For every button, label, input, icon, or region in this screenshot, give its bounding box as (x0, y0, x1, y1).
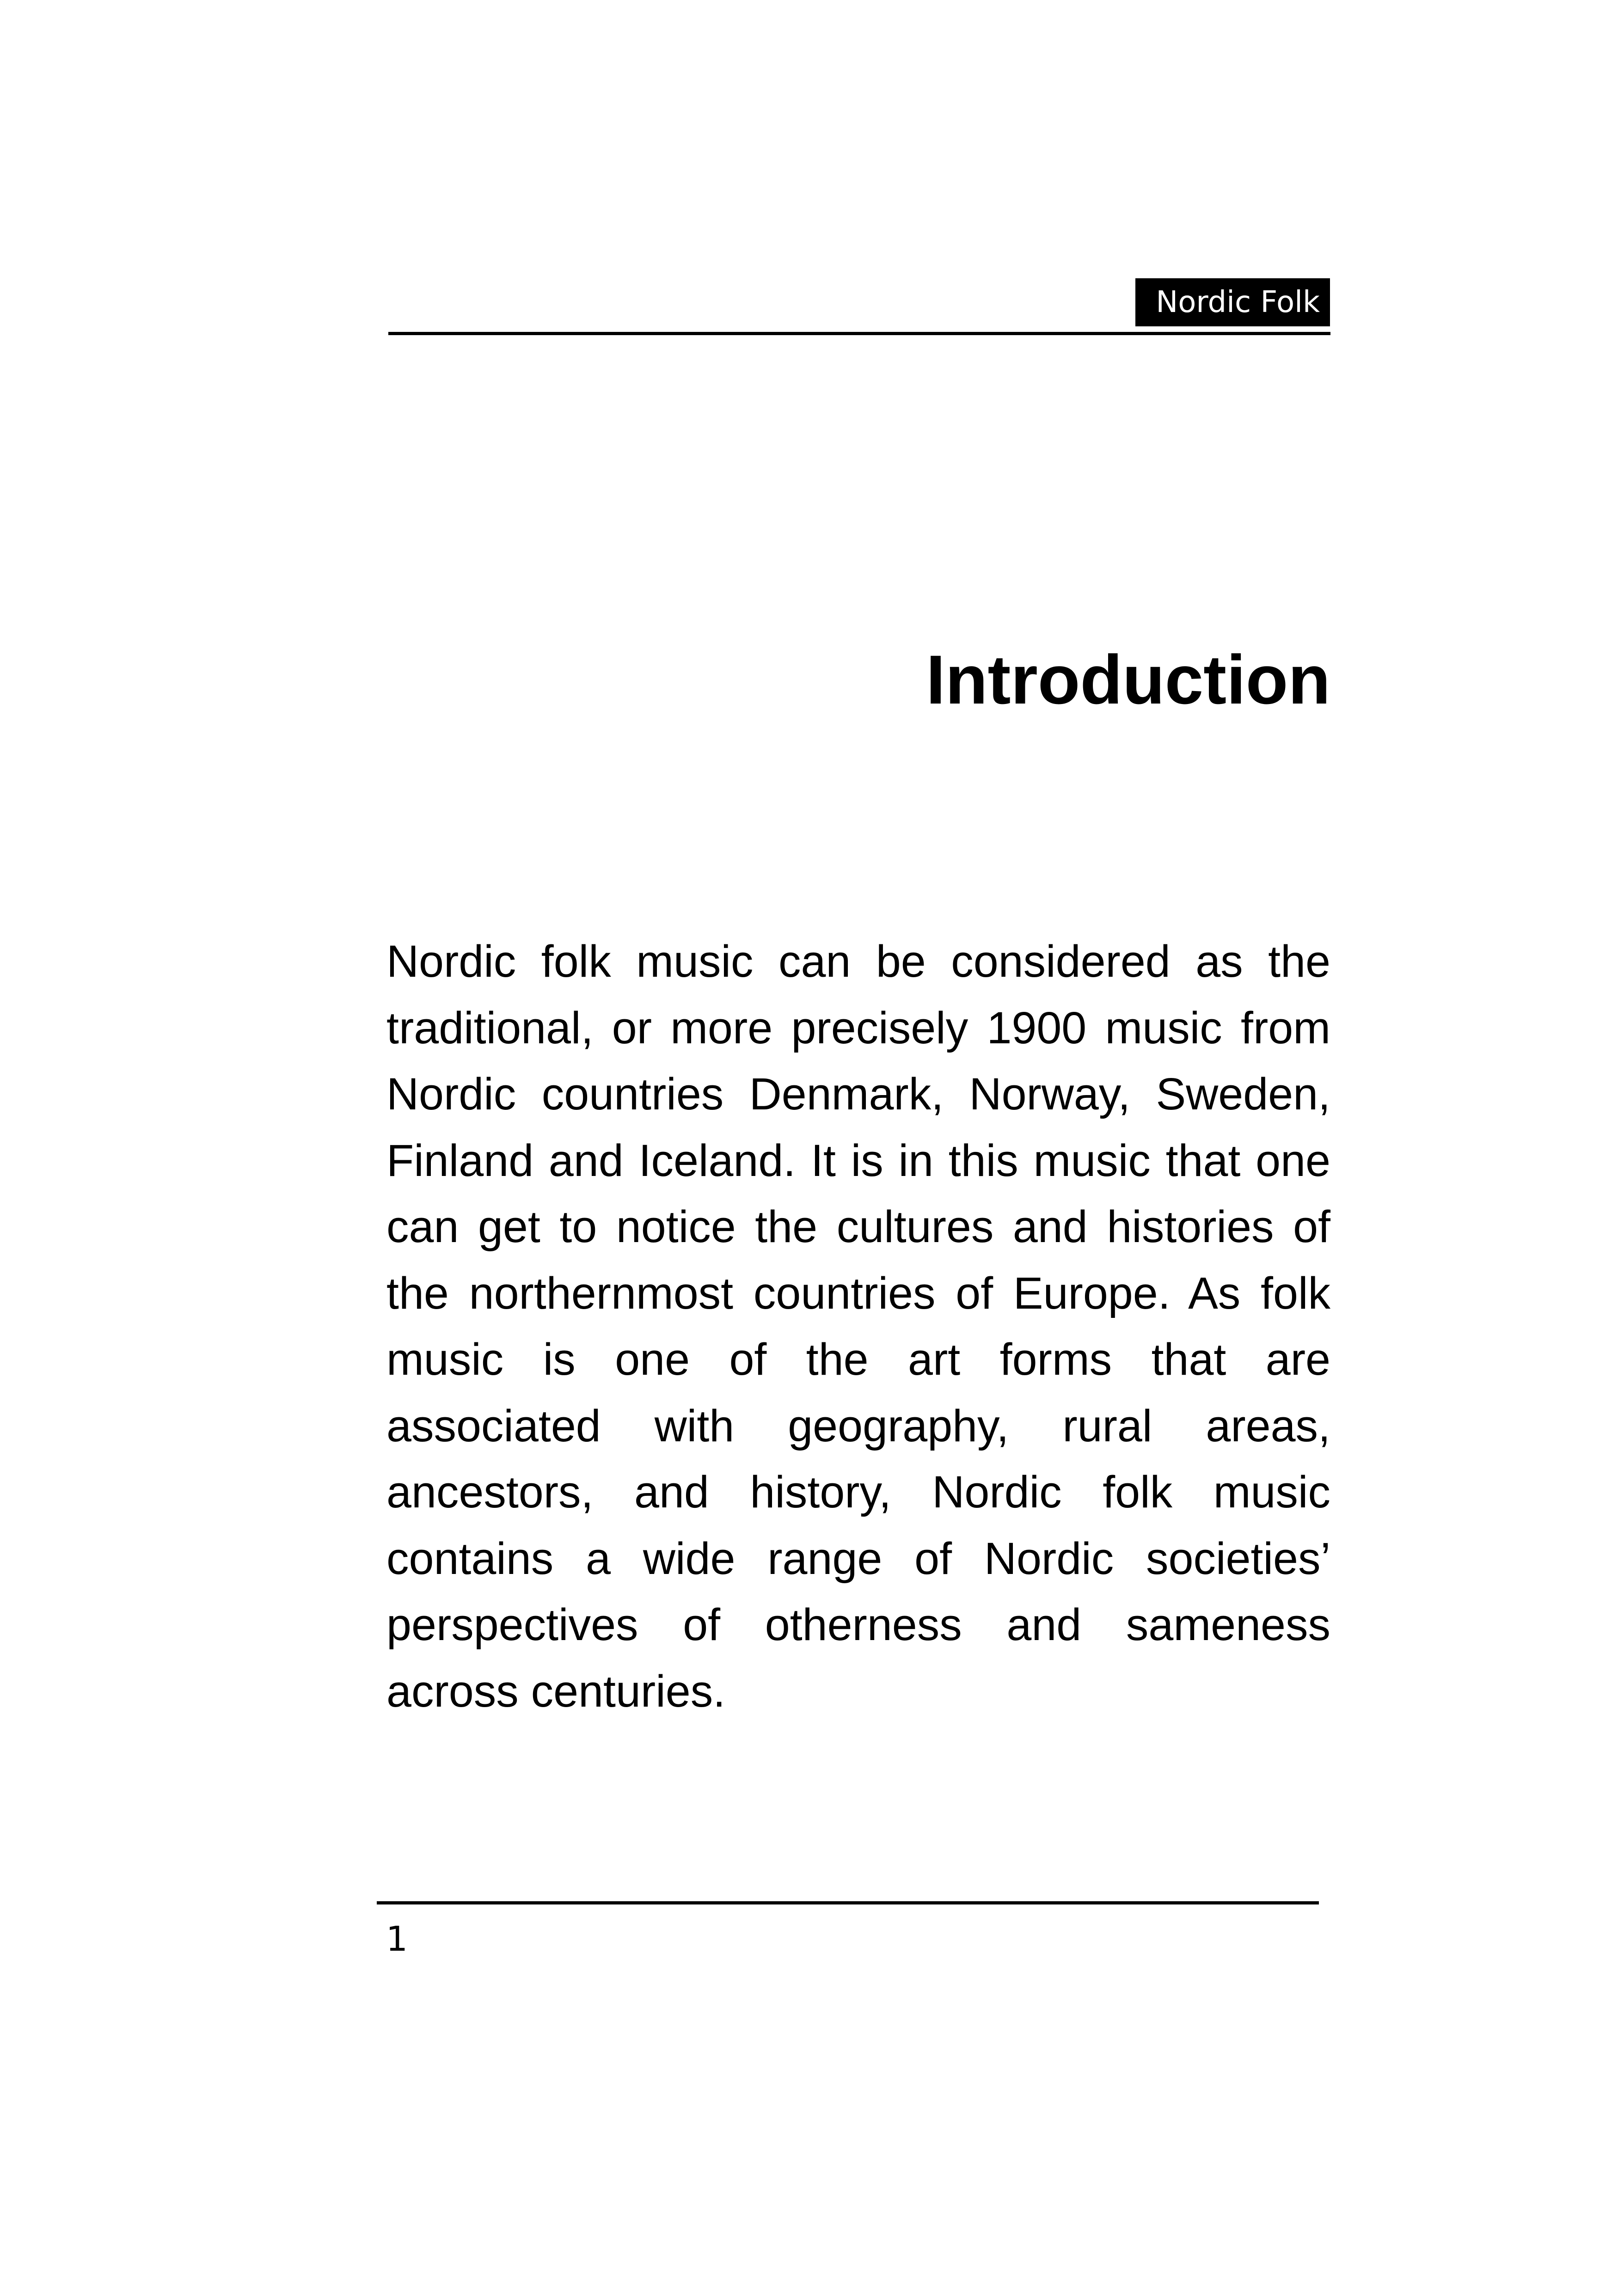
header-rule (388, 332, 1330, 335)
body-paragraph: Nordic folk music can be considered as the traditional, or more precisely 1900 music from Nordic countries Denmark, Norway, Sweden, Finland and Iceland. It is in this music that one can get to notice the cultures and histories of the northernmost countries of Europe. As folk music is one of the art forms that are associated with geography, rural areas, ancestors, and history, Nordic folk music contains a wide range of Nordic societies’ perspectives of otherness and sameness across centuries. (386, 936, 1330, 1716)
page-number: 1 (386, 1919, 408, 1959)
footer-rule (377, 1901, 1319, 1904)
running-header-label: Nordic Folk (1135, 278, 1330, 326)
chapter-title: Introduction (926, 641, 1330, 718)
